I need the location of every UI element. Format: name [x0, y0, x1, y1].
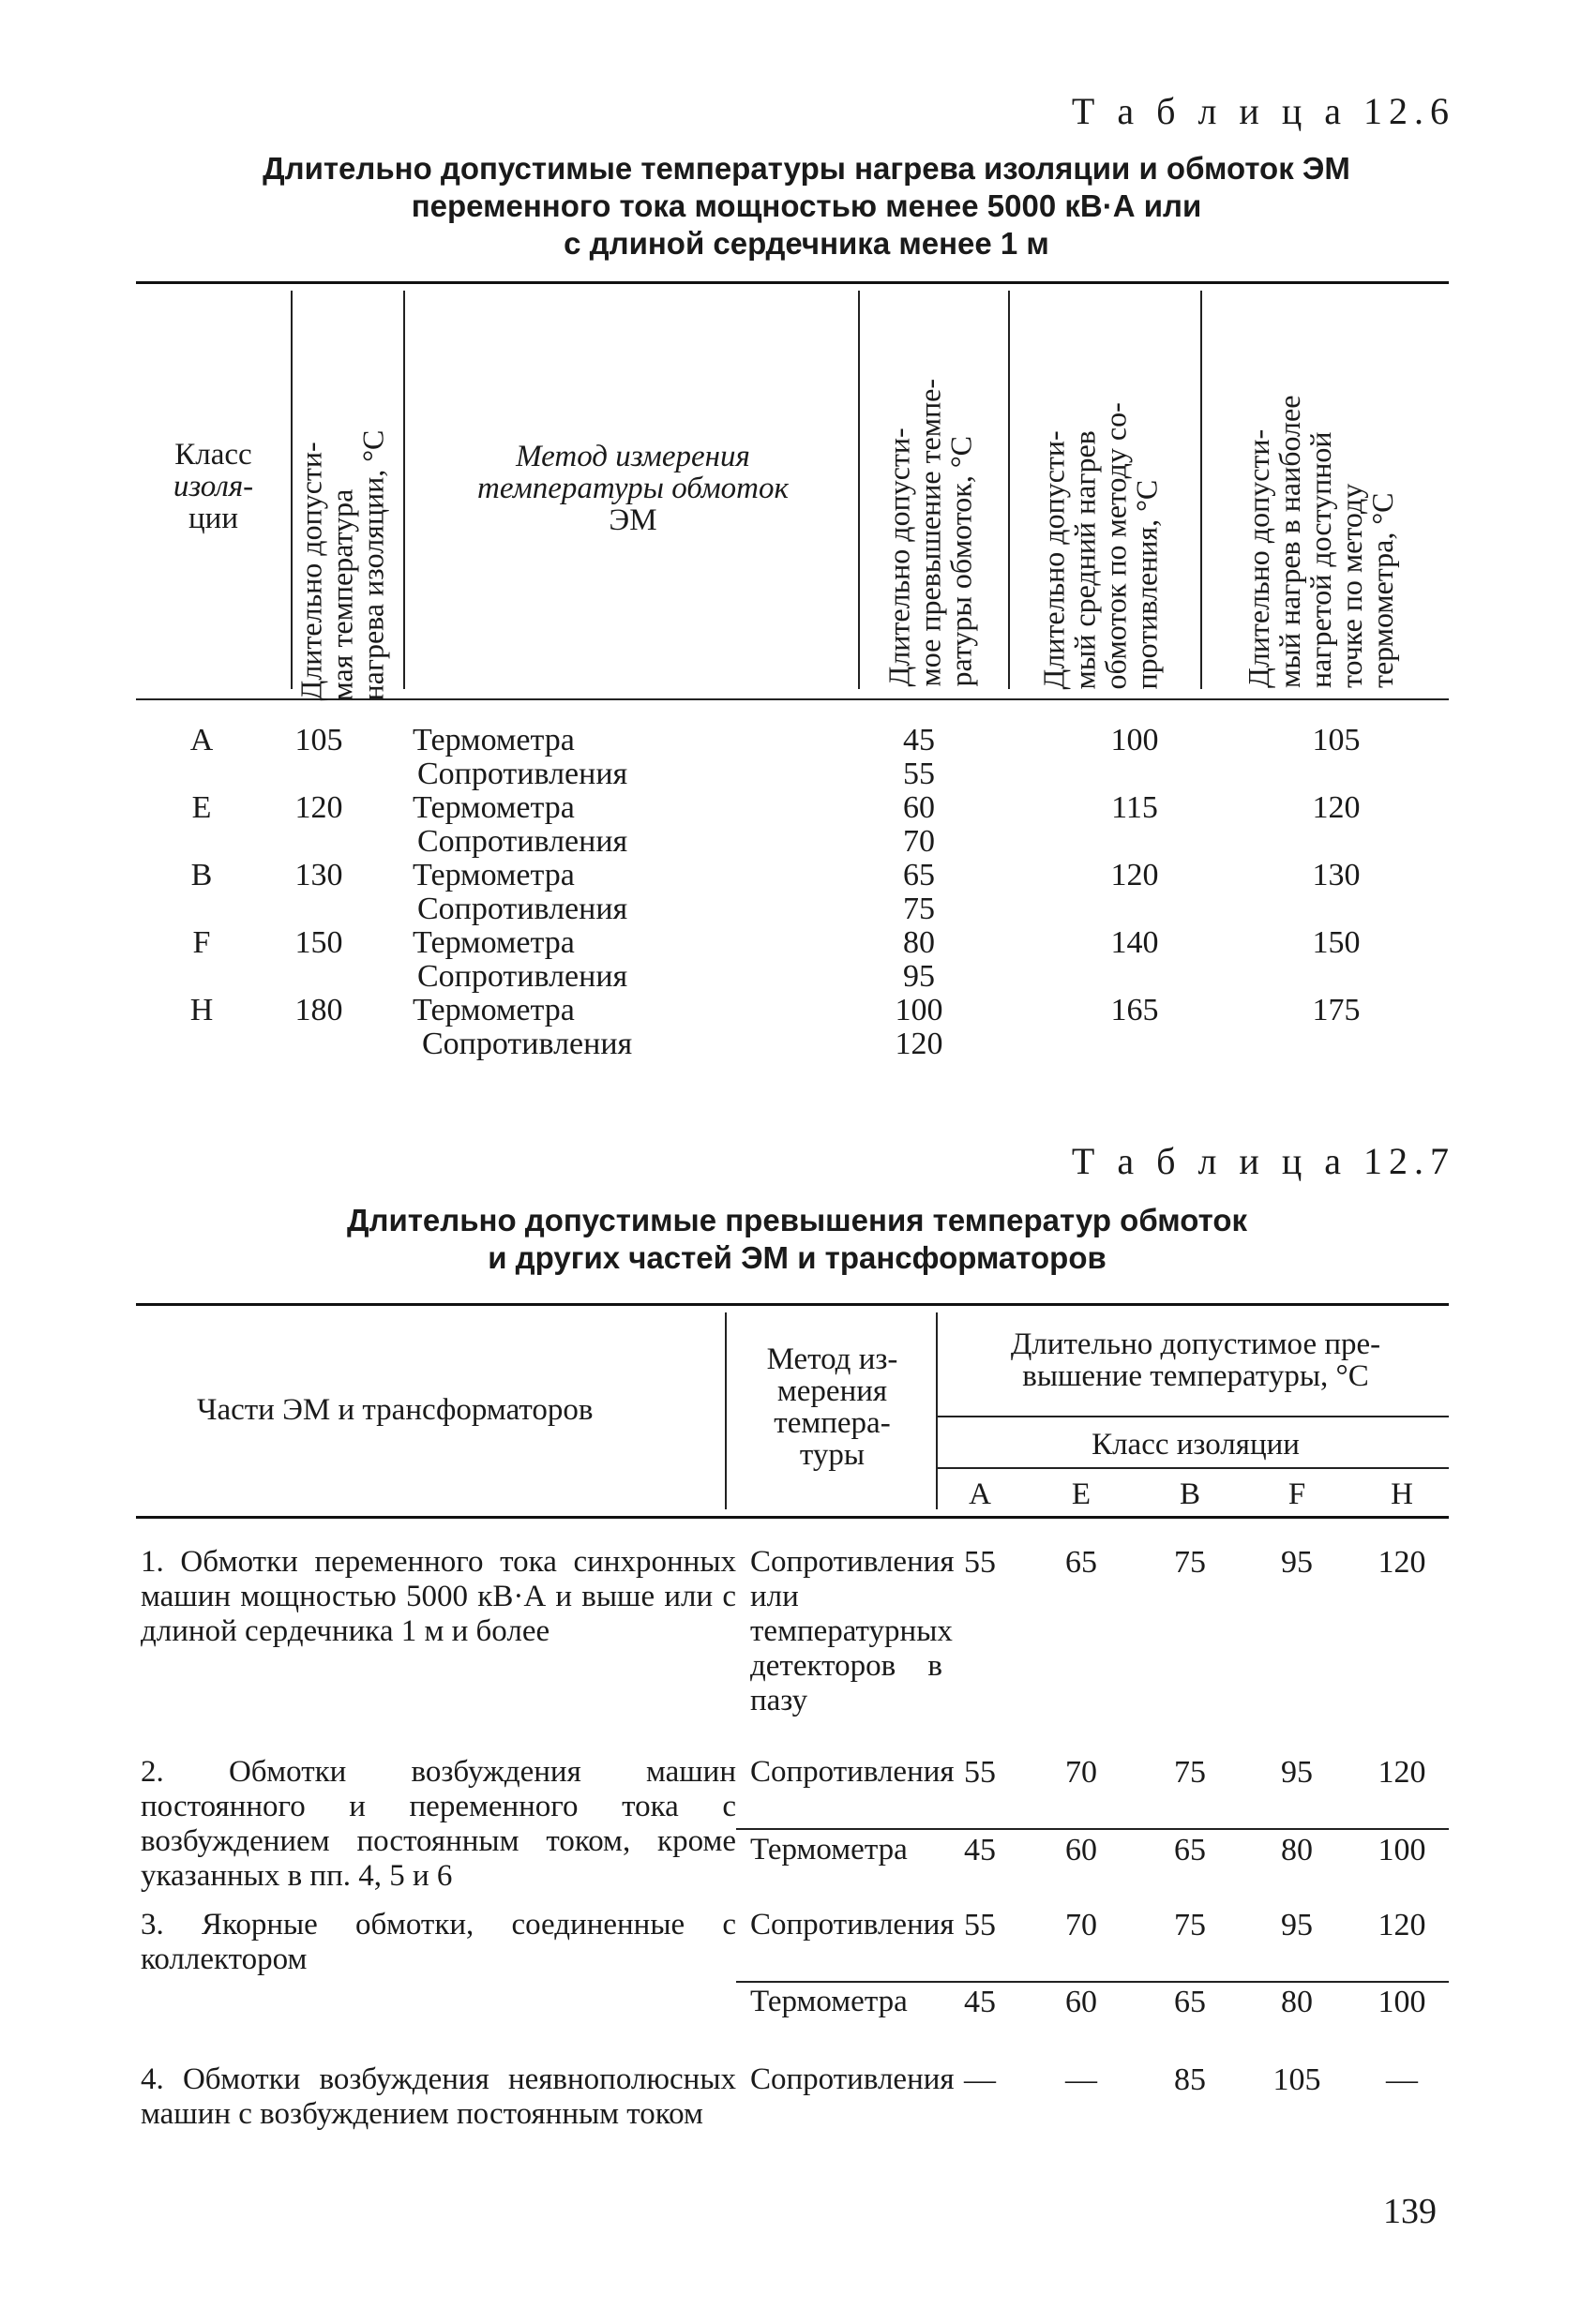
header-insulation-class: Класс изоляции: [1092, 1428, 1300, 1462]
part-3-m2-val-e: 60: [1065, 1985, 1097, 2019]
row-f-method-2: Сопротивления: [417, 959, 628, 994]
header-method-2: Метод из- мерения темпера- туры: [766, 1342, 898, 1472]
row-a-avg: 100: [1110, 723, 1159, 757]
header-rise: Длительно допусти- мое превышение темпе- ратуры обмоток, °С: [881, 379, 978, 687]
part-2-m2-val-h: 100: [1378, 1833, 1426, 1867]
row-h-avg: 165: [1110, 993, 1159, 1027]
header-class: Класс изоля- ции: [173, 438, 254, 535]
part-2-m2-val-e: 60: [1065, 1833, 1097, 1867]
part-2-m1-val-b: 75: [1174, 1755, 1206, 1790]
header-avg: Длительно допусти- мый средний нагрев обмоток по методу со- противления, °С: [1036, 402, 1164, 690]
row-h-ins: 180: [294, 993, 343, 1027]
part-1-val-f: 95: [1281, 1545, 1313, 1580]
part-4-val-h: —: [1386, 2062, 1418, 2097]
part-3-m2-val-a: 45: [964, 1985, 996, 2019]
row-b-avg: 120: [1110, 858, 1159, 892]
t2-col-sep-1: [725, 1312, 727, 1509]
part-2-method-rule: [736, 1828, 1449, 1830]
table-12-6-label: Т а б л и ц а 12.6: [1071, 90, 1455, 132]
row-h-max: 175: [1312, 993, 1361, 1027]
part-4: 4. Обмотки возбуждения неявнополюсных машин с возбуждением постоянным током: [141, 2062, 736, 2131]
class-letters-rule: [938, 1467, 1449, 1469]
part-1-val-e: 65: [1065, 1545, 1097, 1580]
row-f-class: F: [192, 925, 211, 960]
part-2-m1-val-e: 70: [1065, 1755, 1097, 1790]
row-f-rise-2: 95: [903, 959, 935, 994]
table-12-7-top-rule: [136, 1303, 1449, 1306]
part-3-method-rule: [736, 1981, 1449, 1983]
part-2-m1-val-a: 55: [964, 1755, 996, 1790]
row-b-method-1: Термометра: [413, 858, 575, 892]
part-3-m2-val-f: 80: [1281, 1985, 1313, 2019]
col-sep-2: [403, 291, 405, 689]
header-insulation-temp: Длительно допусти- мая температура нагрева изоляции, °С: [294, 429, 390, 701]
part-3-m1-val-f: 95: [1281, 1908, 1313, 1942]
part-2-method-2: Термометра: [750, 1833, 908, 1867]
t2-col-sep-2: [936, 1312, 938, 1509]
row-h-rise-1: 100: [895, 993, 943, 1027]
class-h: H: [1391, 1477, 1413, 1511]
row-h-rise-2: 120: [895, 1027, 943, 1061]
part-3-m1-val-e: 70: [1065, 1908, 1097, 1942]
part-4-val-e: —: [1065, 2062, 1097, 2097]
row-f-ins: 150: [294, 925, 343, 960]
class-f: F: [1287, 1477, 1306, 1511]
part-3: 3. Якорные обмотки, соединенные с коллектором: [141, 1908, 736, 1976]
row-h-class: H: [189, 993, 214, 1027]
row-e-method-2: Сопротивления: [417, 824, 628, 859]
col-sep-4: [1008, 291, 1010, 689]
col-sep-1: [291, 291, 293, 689]
row-a-class: A: [189, 723, 214, 757]
row-e-class: E: [191, 790, 212, 825]
row-a-rise-1: 45: [903, 723, 935, 757]
part-1-val-a: 55: [964, 1545, 996, 1580]
row-b-class: B: [190, 858, 213, 892]
class-group-rule: [938, 1416, 1449, 1417]
row-h-method-2: Сопротивления: [422, 1027, 633, 1061]
row-e-max: 120: [1312, 790, 1361, 825]
part-3-m2-val-b: 65: [1174, 1985, 1206, 2019]
row-f-avg: 140: [1110, 925, 1159, 960]
header-method: Метод измерения температуры обмоток ЭМ: [477, 440, 789, 537]
part-2: 2. Обмотки возбуждения машин постоянного и переменного тока с возбуждением постоянным током, кроме указанных в пп. 4, 5 и 6: [141, 1755, 736, 1893]
part-1: 1. Обмотки переменного тока синхронных машин мощностью 5000 кВ·А и выше или с длиной сердечника 1 м и более: [141, 1545, 736, 1648]
part-2-m2-val-f: 80: [1281, 1833, 1313, 1867]
part-4-method: Сопротивления: [750, 2062, 955, 2096]
row-a-ins: 105: [294, 723, 343, 757]
row-b-rise-1: 65: [903, 858, 935, 892]
part-3-m1-val-a: 55: [964, 1908, 996, 1942]
part-3-m1-val-h: 120: [1378, 1908, 1426, 1942]
row-b-rise-2: 75: [903, 892, 935, 926]
row-e-rise-2: 70: [903, 824, 935, 859]
part-1-val-h: 120: [1378, 1545, 1426, 1580]
part-3-m2-val-h: 100: [1378, 1985, 1426, 2019]
row-b-max: 130: [1312, 858, 1361, 892]
col-sep-5: [1200, 291, 1202, 689]
part-2-m2-val-a: 45: [964, 1833, 996, 1867]
row-f-rise-1: 80: [903, 925, 935, 960]
row-a-method-1: Термометра: [413, 723, 575, 757]
row-e-rise-1: 60: [903, 790, 935, 825]
part-2-m2-val-b: 65: [1174, 1833, 1206, 1867]
row-e-ins: 120: [294, 790, 343, 825]
part-4-val-a: —: [964, 2062, 996, 2097]
class-e: E: [1071, 1477, 1092, 1511]
part-1-method: Сопротивления или температурных детекторов в пазу: [750, 1545, 955, 1717]
part-2-m1-val-f: 95: [1281, 1755, 1313, 1790]
table-12-7-title: Длительно допустимые превышения температур обмоток и других частей ЭМ и трансформаторов: [346, 1203, 1247, 1275]
header-rise-2: Длительно допустимое пре- вышение температуры, °С: [1010, 1327, 1381, 1393]
table-12-7-label: Т а б л и ц а 12.7: [1071, 1140, 1455, 1182]
row-e-method-1: Термометра: [413, 790, 575, 825]
table-12-6-title: Длительно допустимые температуры нагрева изоляции и обмоток ЭМ переменного тока мощностью менее 5000 кВ·А или с длиной сердечника менее 1 м: [263, 151, 1350, 261]
row-a-rise-2: 55: [903, 757, 935, 791]
row-e-avg: 115: [1111, 790, 1158, 825]
header-parts: Части ЭМ и трансформаторов: [197, 1393, 594, 1427]
row-f-method-1: Термометра: [413, 925, 575, 960]
table-12-7-header-rule: [136, 1516, 1449, 1519]
row-b-method-2: Сопротивления: [417, 892, 628, 926]
header-max: Длительно допусти- мый нагрев в наиболее нагретой доступной точке по методу термометра, °С: [1242, 395, 1399, 688]
row-h-method-1: Термометра: [413, 993, 575, 1027]
part-3-method-2: Термометра: [750, 1985, 908, 2018]
part-1-val-b: 75: [1174, 1545, 1206, 1580]
part-4-val-f: 105: [1272, 2062, 1321, 2097]
part-2-method-1: Сопротивления: [750, 1755, 955, 1789]
col-sep-3: [858, 291, 860, 689]
class-b: B: [1179, 1477, 1200, 1511]
class-a: A: [969, 1477, 991, 1511]
part-2-m1-val-h: 120: [1378, 1755, 1426, 1790]
row-b-ins: 130: [294, 858, 343, 892]
part-4-val-b: 85: [1174, 2062, 1206, 2097]
page-number: 139: [1383, 2192, 1437, 2231]
table-12-6-top-rule: [136, 281, 1449, 284]
part-3-method-1: Сопротивления: [750, 1908, 955, 1942]
row-f-max: 150: [1312, 925, 1361, 960]
row-a-max: 105: [1312, 723, 1361, 757]
part-3-m1-val-b: 75: [1174, 1908, 1206, 1942]
row-a-method-2: Сопротивления: [417, 757, 628, 791]
